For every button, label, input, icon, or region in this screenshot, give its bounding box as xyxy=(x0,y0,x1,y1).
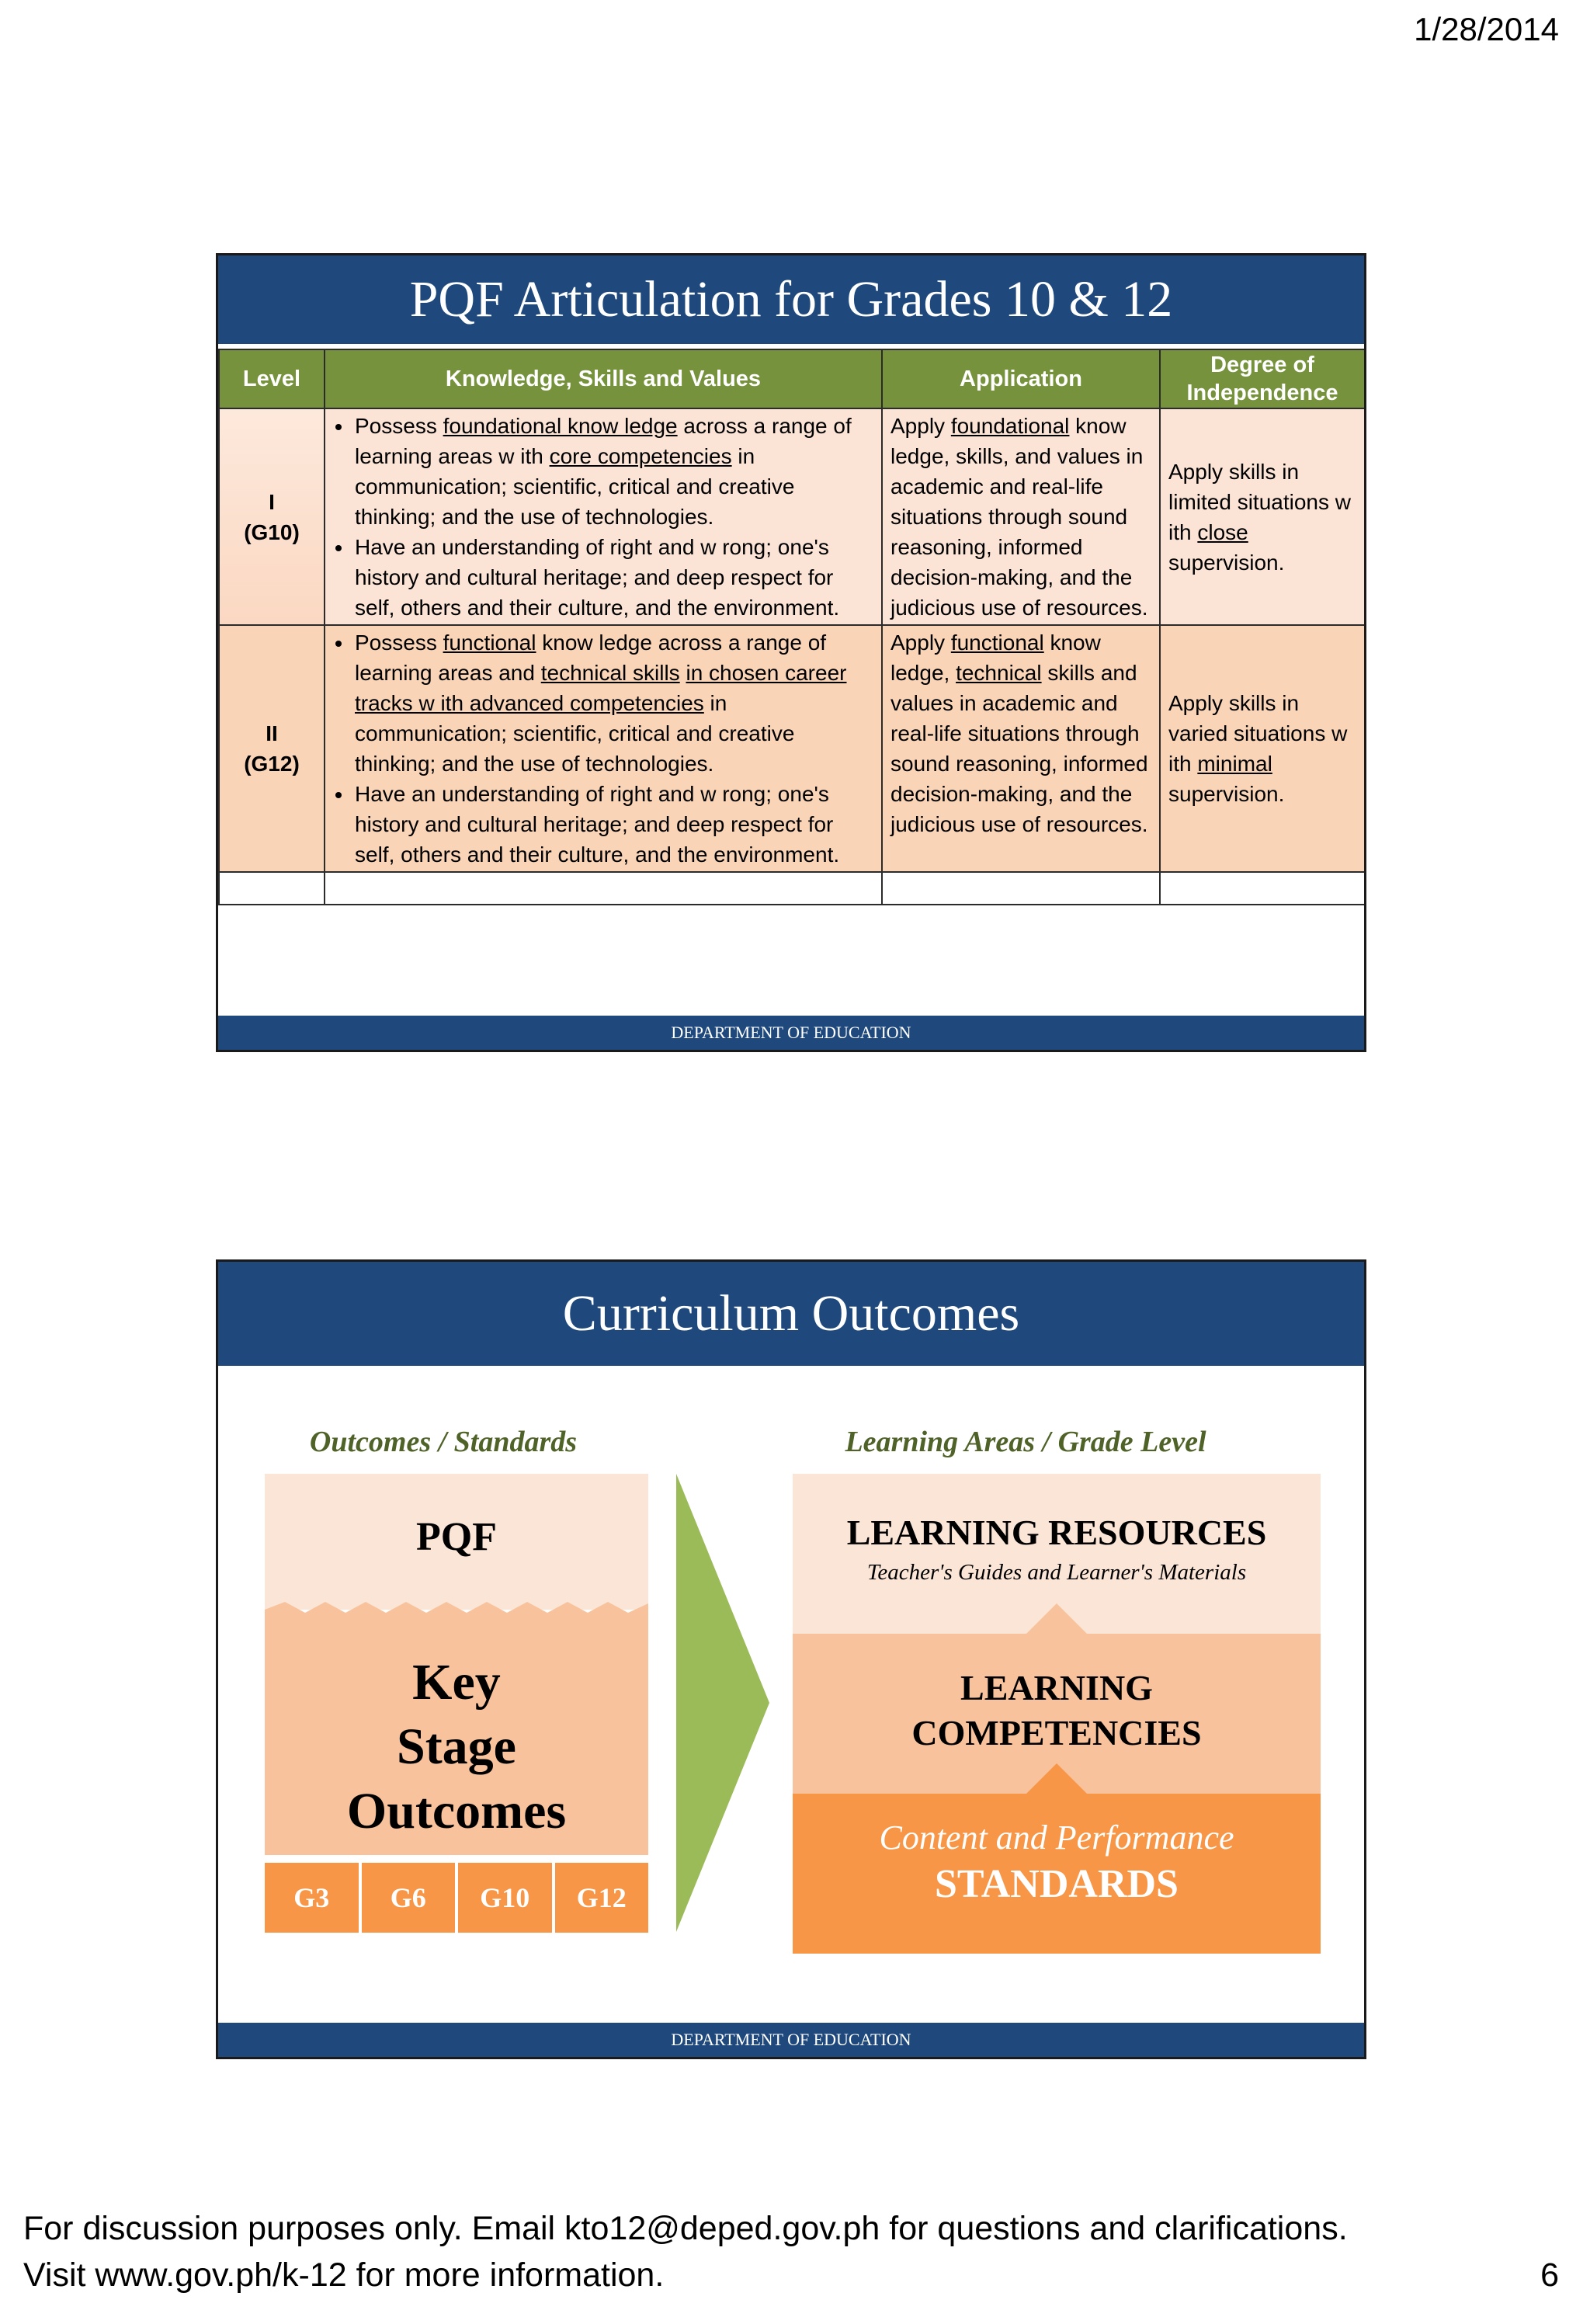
level-grade: (G12) xyxy=(244,752,300,776)
ksv-cell xyxy=(325,408,882,625)
learning-resources-label: LEARNING RESOURCES xyxy=(846,1513,1267,1552)
slide-pqf-articulation xyxy=(216,253,1366,1052)
level-grade: (G10) xyxy=(244,519,300,544)
table-row xyxy=(219,625,1365,872)
table-row xyxy=(219,408,1365,625)
slide-title: Curriculum Outcomes xyxy=(218,1262,1364,1370)
level-number: II xyxy=(266,721,278,745)
page-number: 6 xyxy=(1540,2256,1559,2294)
grade-g10: G10 xyxy=(458,1863,552,1933)
grade-g12: G12 xyxy=(555,1863,649,1933)
triangle-up-icon xyxy=(1026,1763,1088,1794)
slide-curriculum-outcomes xyxy=(216,1259,1366,2059)
triangle-up-icon xyxy=(1026,1603,1088,1634)
level-cell xyxy=(219,625,325,872)
list-item: • Possess functional know ledge across a range of learning areas and technical skills in chosen career tracks w ith advanced competencies in communication; scientific, critical and creative thinking; and the use of technologies. xyxy=(353,627,873,779)
header-application: Application xyxy=(882,349,1160,408)
zigzag-divider xyxy=(265,1596,648,1627)
left-heading: Outcomes / Standards xyxy=(309,1426,578,1458)
grade-g3: G3 xyxy=(265,1863,359,1933)
learning-resources-sub: Teacher's Guides and Learner's Materials xyxy=(866,1560,1247,1585)
slide-footer: DEPARTMENT OF EDUCATION xyxy=(218,2023,1364,2057)
footer-note-line1: For discussion purposes only. Email kto12@deped.gov.ph for questions and clarifications. xyxy=(23,2210,1348,2247)
pqf-table xyxy=(218,349,1366,905)
slide-title: PQF Articulation for Grades 10 & 12 xyxy=(218,255,1364,349)
standards-label: STANDARDS xyxy=(935,1862,1179,1906)
learning-competencies-label: LEARNING COMPETENCIES xyxy=(911,1668,1202,1753)
grade-g6: G6 xyxy=(362,1863,456,1933)
list-item: • Possess foundational know ledge across a range of learning areas w ith core competencies in communication; scientific, critical and creative thinking; and the use of technologies. xyxy=(353,411,873,532)
arrow-right-icon xyxy=(676,1474,769,1932)
table-header-row xyxy=(219,349,1365,408)
ksv-cell xyxy=(325,625,882,872)
pqf-label: PQF xyxy=(416,1515,497,1559)
header-independence: Degree of Independence xyxy=(1160,349,1365,408)
independence-cell: Apply skills in varied situations w ith minimal supervision. xyxy=(1160,625,1365,872)
header-level: Level xyxy=(219,349,325,408)
footer-note-line2: Visit www.gov.ph/k-12 for more information. xyxy=(23,2256,665,2294)
key-stage-label: Key Stage Outcomes xyxy=(346,1654,567,1839)
grade-tabs xyxy=(265,1863,648,1933)
list-item: • Have an understanding of right and w rong; one's history and cultural heritage; and deep respect for self, others and their culture, and the environment. xyxy=(353,532,873,623)
content-performance-label: Content and Performance xyxy=(879,1819,1234,1857)
level-number: I xyxy=(269,489,275,514)
independence-cell: Apply skills in limited situations w ith close supervision. xyxy=(1160,408,1365,625)
slide-footer: DEPARTMENT OF EDUCATION xyxy=(218,1016,1364,1050)
application-cell: Apply foundational know ledge, skills, and values in academic and real-life situations through sound reasoning, informed decision-making, and the judicious use of resources. xyxy=(882,408,1160,625)
level-cell xyxy=(219,408,325,625)
header-ksv: Knowledge, Skills and Values xyxy=(325,349,882,408)
date-stamp: 1/28/2014 xyxy=(1414,11,1559,47)
application-cell: Apply functional know ledge, technical skills and values in academic and real-life situations through sound reasoning, informed decision-making, and the judicious use of resources. xyxy=(882,625,1160,872)
list-item: • Have an understanding of right and w rong; one's history and cultural heritage; and deep respect for self, others and their culture, and the environment. xyxy=(353,779,873,870)
right-heading: Learning Areas / Grade Level xyxy=(845,1426,1206,1458)
